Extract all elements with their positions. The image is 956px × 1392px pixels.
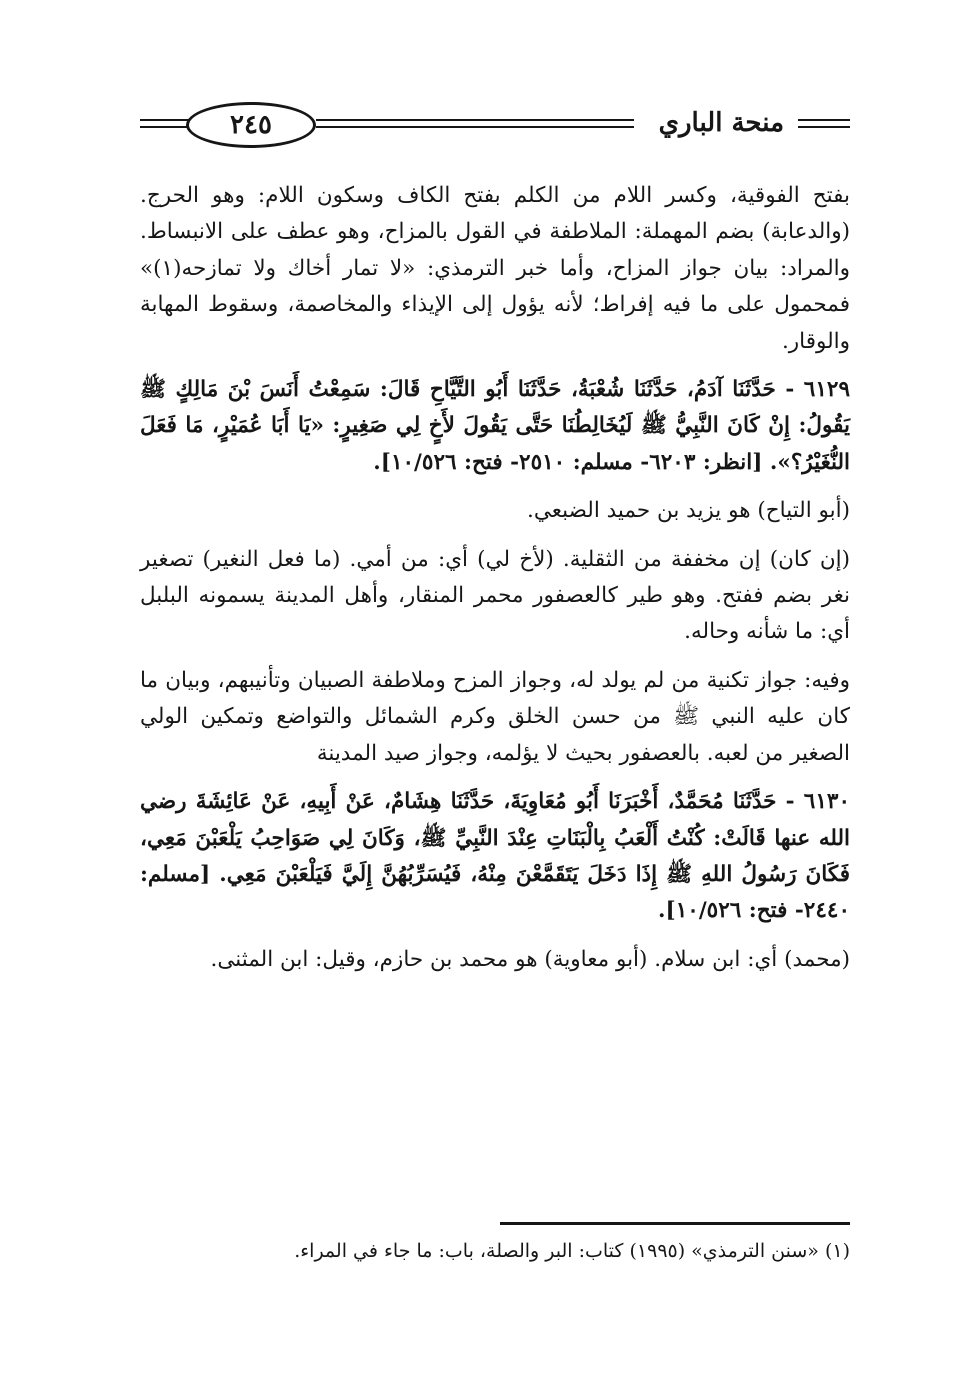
footnote-divider [500,1222,850,1225]
header-rule-right-bottom [798,126,850,128]
header-rule-right-top [798,119,850,121]
header-rule-middle-top [316,119,634,121]
hadith-6130: ٦١٣٠ - حَدَّثَنَا مُحَمَّدٌ، أَخْبَرَنَا أَبُو مُعَاوِيَةَ، حَدَّثَنَا هِشَامٌ، عَنْ أَبِيهِ، عَنْ عَائِشَةَ رضي الله عنها قَالَتْ: كُنْتُ أَلْعَبُ بِالْبَنَاتِ عِنْدَ النَّبِيِّ ﷺ، وَكَانَ لِي صَوَاحِبُ يَلْعَبْنَ مَعِي، فَكَانَ رَسُولُ اللهِ ﷺ إِذَا دَخَلَ يَتَقَمَّعْنَ مِنْهُ، فَيُسَرِّبُهُنَّ إِلَيَّ فَيَلْعَبْنَ مَعِي. [مسلم: ٢٤٤٠- فتح: ١٠/٥٢٦]. [140,789,850,924]
hadith-6129: ٦١٢٩ - حَدَّثَنَا آدَمُ، حَدَّثَنَا شُعْبَةُ، حَدَّثَنَا أَبُو التَّيَّاحِ قَالَ: سَمِعْتُ أَنَسَ بْنَ مَالِكٍ ﷺ يَقُولُ: إِنْ كَانَ النَّبِيُّ ﷺ لَيُخَالِطُنَا حَتَّى يَقُولَ لأَخٍ لِي صَغِيرٍ: «يَا أَبَا عُمَيْرٍ، مَا فَعَلَ النُّغَيْرُ؟». [انظر: ٦٢٠٣- مسلم: ٢٥١٠- فتح: ١٠/٥٢٦]. [140,377,850,475]
page-body [140,178,850,990]
commentary-paragraph: بفتح الفوقية، وكسر اللام من الكلم بفتح الكاف وسكون اللام: وهو الحرج. (والدعابة) بضم المهملة: الملاطفة في القول بالمزاح، وهو عطف على الانبساط. والمراد: بيان جواز المزاح، وأما خبر الترمذي: «لا تمار أخاك ولا تمازحه(١)» فمحمول على ما فيه إفراط؛ لأنه يؤول إلى الإيذاء والمخاصمة، وسقوط المهابة والوقار. [140,183,850,354]
page-number-oval [186,102,316,148]
header-rule-left-top [140,119,190,121]
book-title: منحة الباري [658,108,784,138]
commentary-paragraph: (أبو التياح) هو يزيد بن حميد الضبعي. [527,498,850,524]
page-header [140,100,850,152]
page-number: ٢٤٥ [230,110,272,140]
commentary-paragraph: وفيه: جواز تكنية من لم يولد له، وجواز المزح وملاطفة الصبيان وتأنيبهم، وبيان ما كان عليه النبي ﷺ من حسن الخلق وكرم الشمائل والتواضع وتمكين الولي الصغير من لعبه. بالعصفور بحيث لا يؤلمه، وجواز صيد المدينة [140,667,850,766]
commentary-paragraph: (إن كان) إن مخففة من الثقلية. (لأخ لي) أي: من أمي. (ما فعل النغير) تصغير نغر بضم ففتح. وهو طير كالعصفور محمر المنقار، وأهل المدينة يسمونه البلبل أي: ما شأنه وحاله. [140,546,850,645]
header-rule-left-bottom [140,126,190,128]
header-rule-middle-bottom [316,126,634,128]
footnote: (١) «سنن الترمذي» (١٩٩٥) كتاب: البر والصلة، باب: ما جاء في المراء. [294,1240,850,1262]
commentary-paragraph: (محمد) أي: ابن سلام. (أبو معاوية) هو محمد بن حازم، وقيل: ابن المثنى. [210,946,850,972]
